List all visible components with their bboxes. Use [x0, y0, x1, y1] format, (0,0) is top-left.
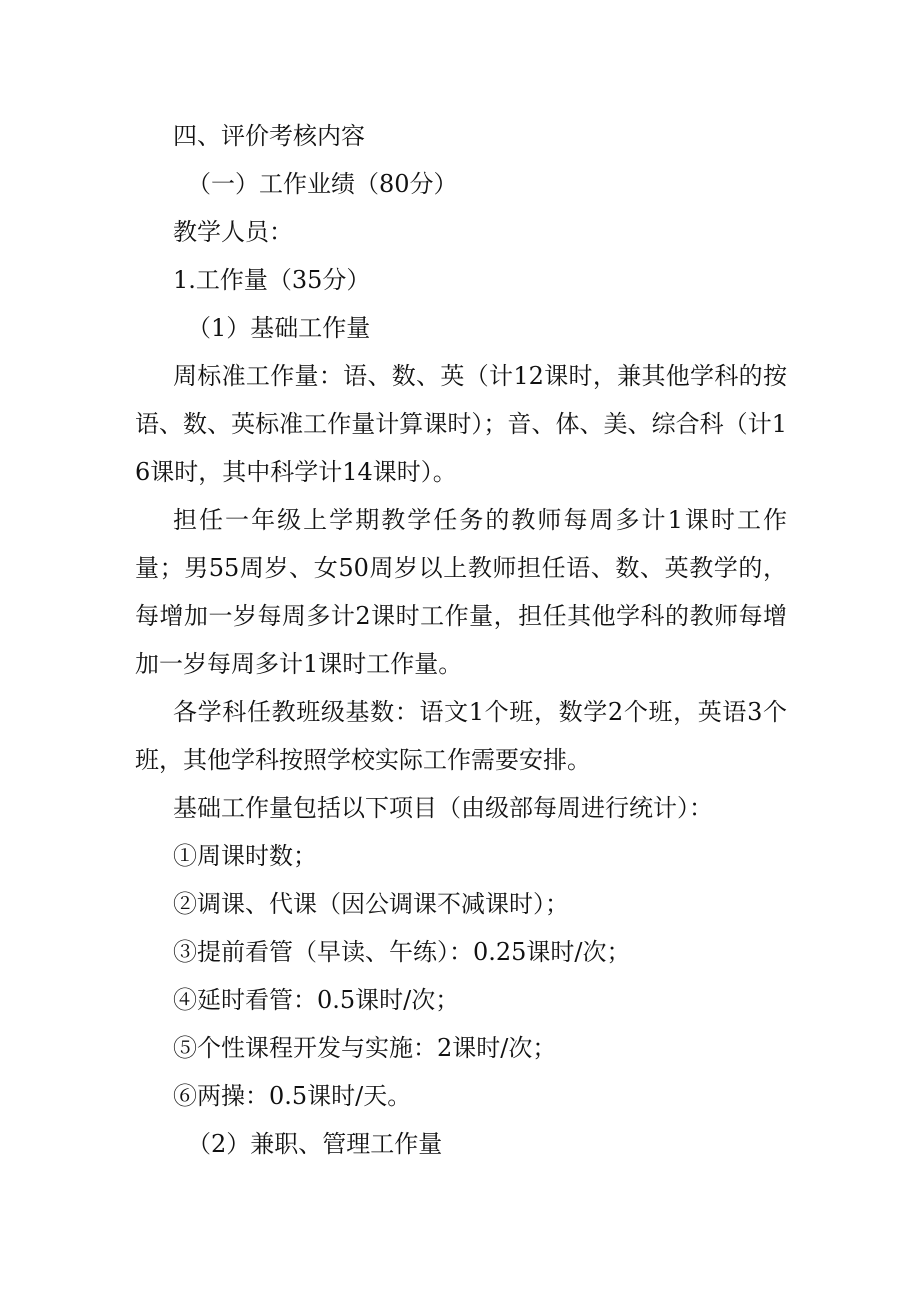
sub-item-heading: （2）兼职、管理工作量	[187, 1130, 443, 1158]
paragraph-items-intro: 基础工作量包括以下项目（由级部每周进行统计）：	[173, 794, 713, 822]
document-body	[135, 112, 787, 1168]
paragraph-standard-workload: 周标准工作量：语、数、英（计12课时，兼其他学科的按语、数、英标准工作量计算课时）；音、体、美、综合科（计16课时，其中科学计14课时）。	[135, 362, 787, 486]
item-heading: 1.工作量（35分）	[173, 266, 371, 294]
list-item: ④延时看管：0.5课时/次；	[173, 986, 460, 1014]
sub-item-heading: （1）基础工作量	[187, 314, 371, 342]
list-item: ①周课时数；	[173, 842, 317, 870]
paragraph-class-base: 各学科任教班级基数：语文1个班，数学2个班，英语3个班，其他学科按照学校实际工作需要安排。	[135, 698, 787, 774]
category-label: 教学人员：	[173, 218, 293, 246]
list-item: ⑥两操：0.5课时/天。	[173, 1082, 412, 1110]
list-item: ③提前看管（早读、午练）：0.25课时/次；	[173, 938, 631, 966]
subsection-heading: （一）工作业绩（80分）	[187, 170, 458, 198]
list-item: ⑤个性课程开发与实施：2课时/次；	[173, 1034, 557, 1062]
section-heading: 四、评价考核内容	[173, 122, 365, 150]
list-item: ②调课、代课（因公调课不减课时）；	[173, 890, 569, 918]
paragraph-extra-workload: 担任一年级上学期教学任务的教师每周多计1课时工作量；男55周岁、女50周岁以上教师担任语、数、英教学的，每增加一岁每周多计2课时工作量，担任其他学科的教师每增加一岁每周多计1课时工作量。	[135, 506, 787, 678]
